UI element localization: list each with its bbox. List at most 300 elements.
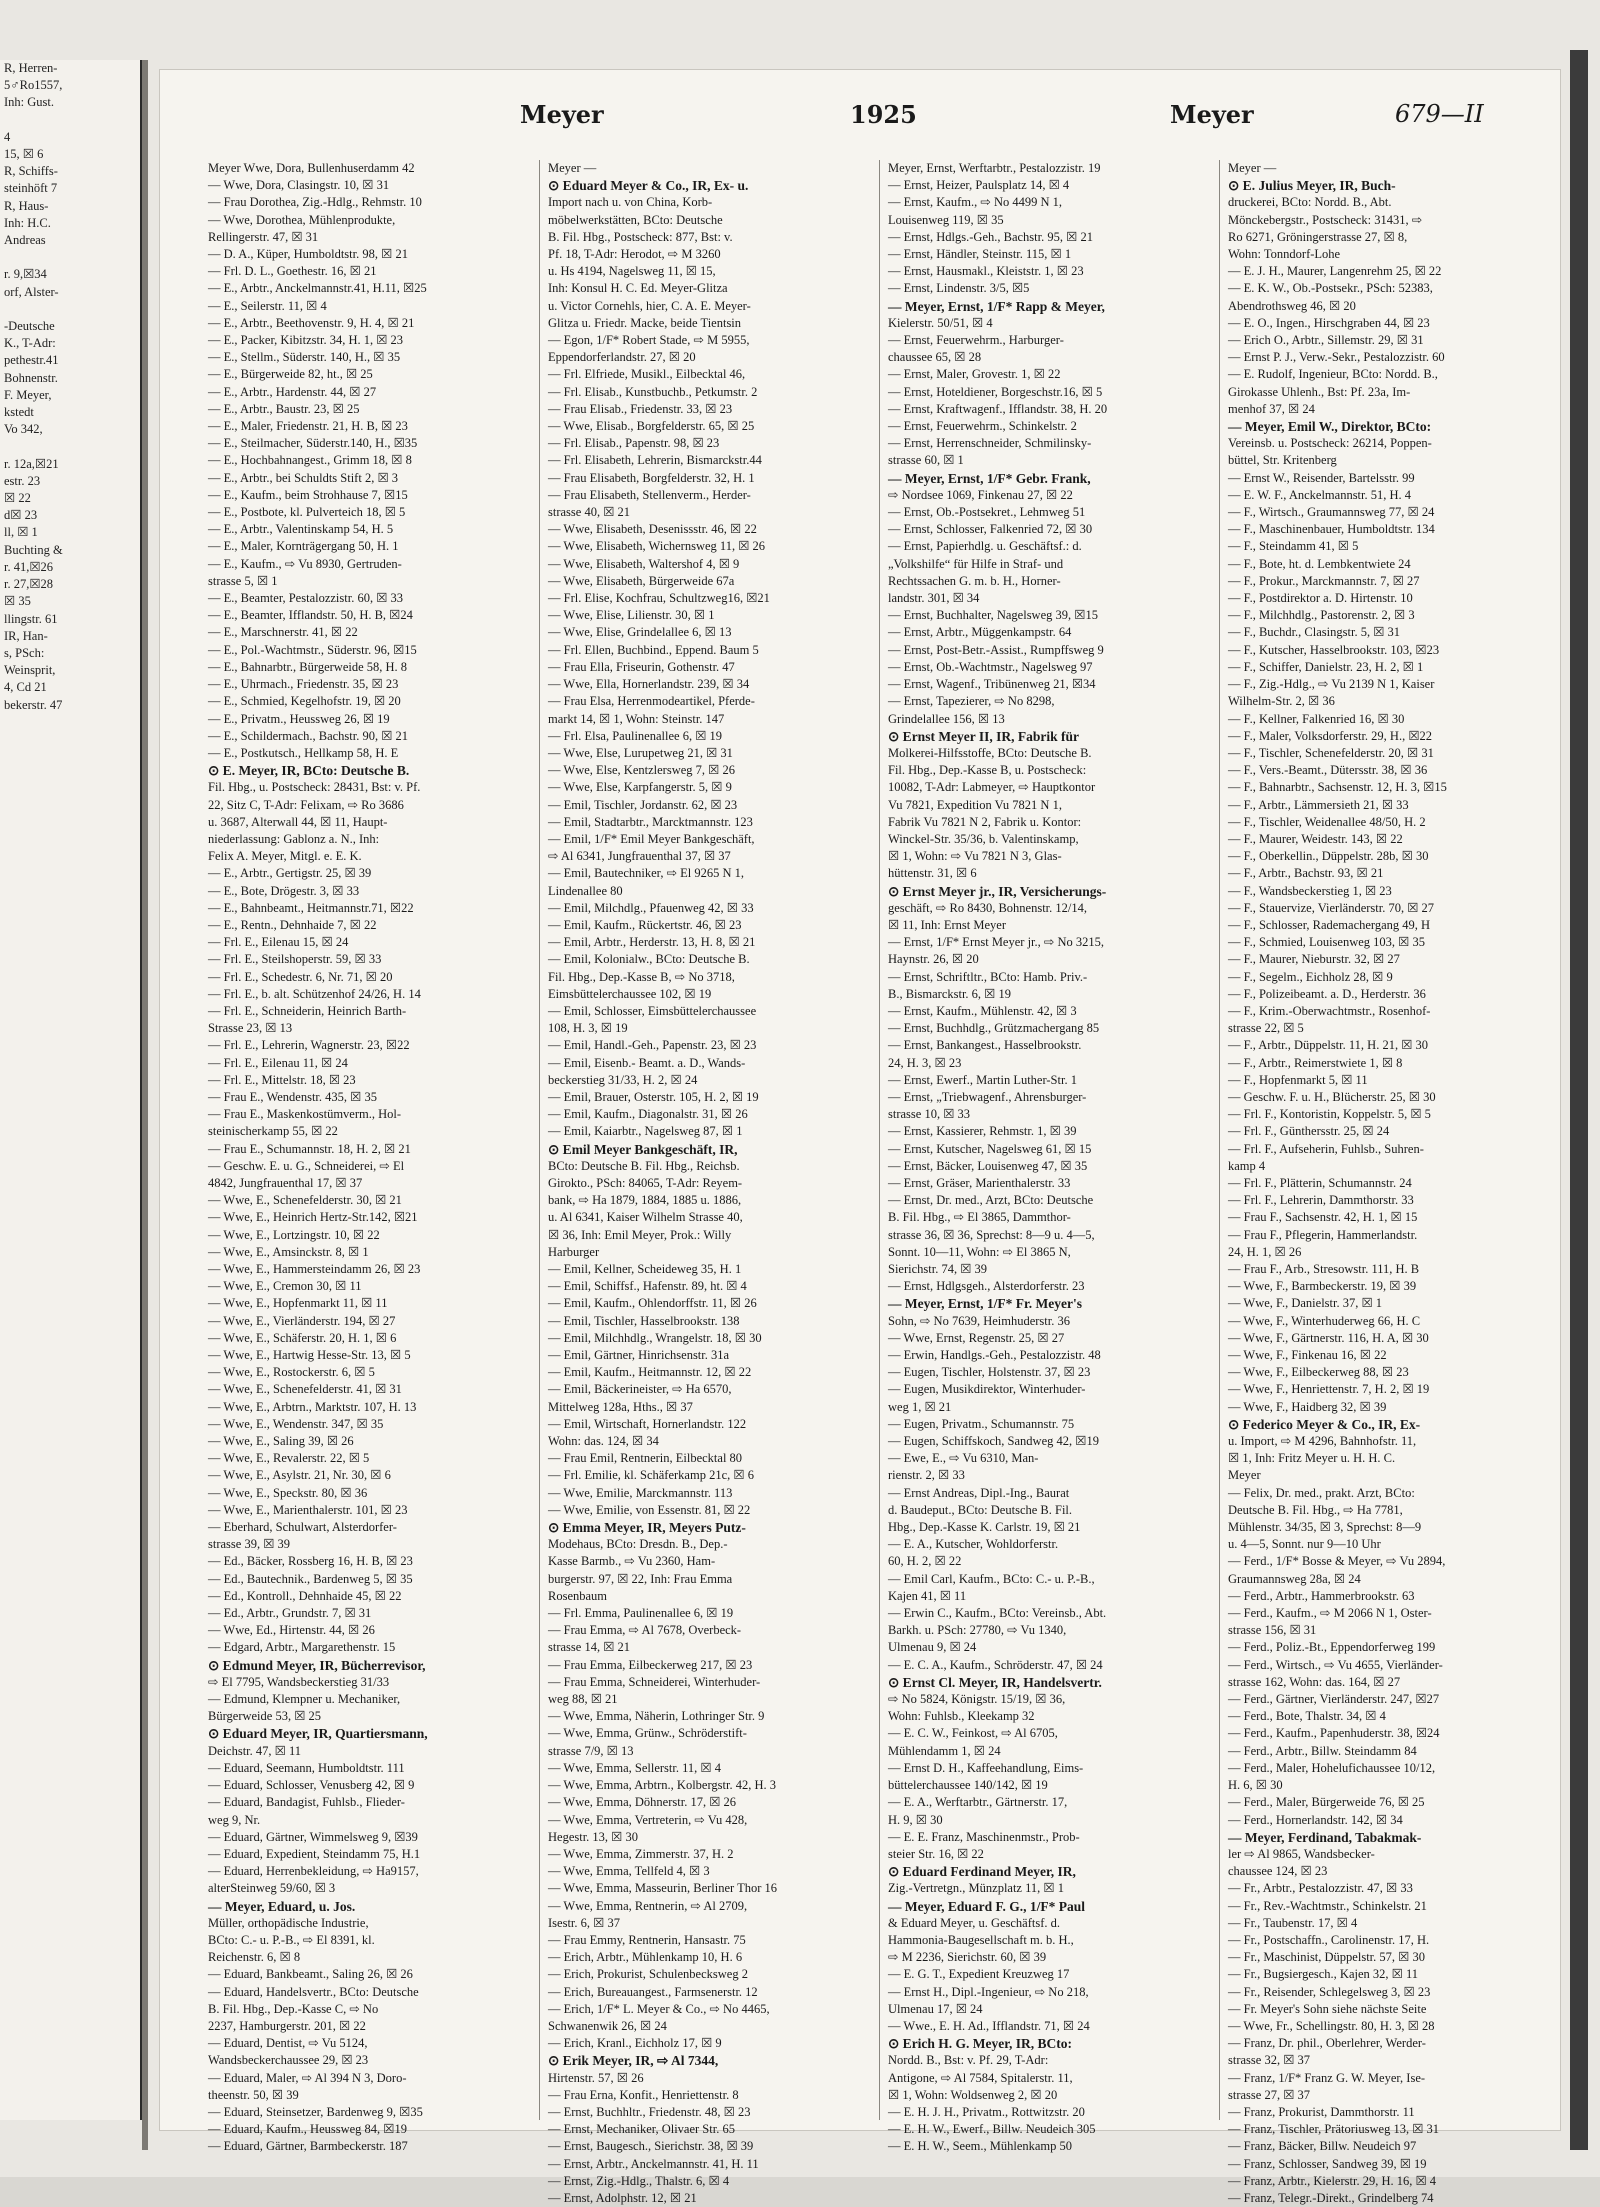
- directory-entry-line: Sohn, ⇨ No 7639, Heimhuderstr. 36: [888, 1313, 1070, 1328]
- directory-entry-line: — Egon, 1/F* Robert Stade, ⇨ M 5955,: [548, 333, 750, 348]
- directory-entry-line: Vereinsb. u. Postscheck: 26214, Poppen-: [1228, 436, 1432, 451]
- directory-entry-line: Hegestr. 13, ☒ 30: [548, 1829, 639, 1844]
- directory-entry-line: — F., Kutscher, Hasselbrookstr. 103, ☒23: [1228, 642, 1440, 657]
- directory-entry-line: ⊙ Eduard Meyer, IR, Quartiersmann,: [208, 1726, 428, 1742]
- directory-entry-line: — Wwe, Emma, Näherin, Lothringer Str. 9: [548, 1709, 765, 1724]
- directory-entry-line: Meyer Wwe, Dora, Bullenhuserdamm 42: [208, 161, 415, 175]
- header-year: 1925: [850, 100, 917, 129]
- directory-entry-line: Rellingerstr. 47, ☒ 31: [208, 229, 319, 244]
- directory-entry-line: — Emil, Bautechniker, ⇨ El 9265 N 1,: [548, 866, 745, 881]
- directory-entry-line: Strasse 23, ☒ 13: [208, 1021, 293, 1036]
- directory-entry-line: BCto: Deutsche B. Fil. Hbg., Reichsb.: [548, 1158, 740, 1173]
- directory-entry-line: — Erwin, Handlgs.-Geh., Pestalozzistr. 48: [888, 1348, 1101, 1363]
- directory-entry-line: u. Import, ⇨ M 4296, Bahnhofstr. 11,: [1228, 1434, 1417, 1449]
- directory-entry-line: — E., Kaufm., ⇨ Vu 8930, Gertruden-: [208, 556, 402, 571]
- directory-entry-line: — E., Bahnbeamt., Heitmannstr.71, ☒22: [208, 900, 414, 915]
- directory-entry-line: — Frau E., Maskenkostümverm., Hol-: [208, 1107, 402, 1122]
- directory-entry-line: Felix A. Meyer, Mitgl. e. E. K.: [208, 849, 362, 864]
- directory-entry-line: — F., Arbtr., Bachstr. 93, ☒ 21: [1228, 866, 1384, 881]
- directory-entry-line: — Franz, Arbtr., Kielerstr. 29, H. 16, ☒ 4: [1228, 2173, 1437, 2188]
- directory-entry-line: — Fr., Rev.-Wachtmstr., Schinkelstr. 21: [1228, 1898, 1427, 1913]
- directory-entry-line: strasse 10, ☒ 33: [888, 1107, 971, 1122]
- directory-entry-line: — Franz, Dr. phil., Oberlehrer, Werder-: [1228, 2036, 1426, 2051]
- directory-entry-line: — E., Arbtr., Gertigstr. 25, ☒ 39: [208, 866, 372, 881]
- directory-entry-line: — Eduard, Dentist, ⇨ Vu 5124,: [208, 2036, 368, 2051]
- directory-entry-line: — E., Postbote, kl. Pulverteich 18, ☒ 5: [208, 505, 406, 520]
- directory-entry-line: — Frau Emma, Schneiderei, Winterhuder-: [548, 1674, 761, 1689]
- directory-entry-line: — Franz, 1/F* Franz G. W. Meyer, Ise-: [1228, 2070, 1426, 2085]
- directory-entry-line: — Erich, 1/F* L. Meyer & Co., ⇨ No 4465,: [548, 2001, 770, 2016]
- directory-entry-line: — Emil, Kellner, Scheideweg 35, H. 1: [548, 1262, 742, 1276]
- directory-entry-line: — Wwe, Emma, Vertreterin, ⇨ Vu 428,: [548, 1812, 748, 1827]
- directory-entry-line: strasse 39, ☒ 39: [208, 1537, 291, 1552]
- directory-entry-line: — E. H. W., Ewerf., Billw. Neudeich 305: [888, 2122, 1096, 2137]
- directory-entry-line: ⊙ Ernst Cl. Meyer, IR, Handelsvertr.: [888, 1674, 1102, 1690]
- directory-entry-line: — Frau Emma, Eilbeckerweg 217, ☒ 23: [548, 1657, 753, 1672]
- directory-entry-line: — Ernst D. H., Kaffeehandlung, Eims-: [888, 1760, 1084, 1775]
- directory-entry-line: Rechtssachen G. m. b. H., Horner-: [888, 573, 1061, 588]
- directory-entry-line: kamp 4: [1228, 1158, 1266, 1173]
- directory-entry-line: — Geschw. F. u. H., Blücherstr. 25, ☒ 30: [1228, 1089, 1436, 1104]
- directory-entry-line: — Franz, Bäcker, Billw. Neudeich 97: [1228, 2139, 1417, 2154]
- directory-entry-line: — Wwe, E., Hartwig Hesse-Str. 13, ☒ 5: [208, 1348, 411, 1363]
- directory-entry-line: — Frau F., Pflegerin, Hammerlandstr.: [1228, 1227, 1418, 1242]
- entry-column-1: [208, 160, 530, 2154]
- directory-entry-line: — Wwe, Fr., Schellingstr. 80, H. 3, ☒ 28: [1228, 2018, 1435, 2033]
- directory-entry-line: strasse 156, ☒ 31: [1228, 1623, 1317, 1638]
- directory-entry-line: — Frau Emmy, Rentnerin, Hansastr. 75: [548, 1932, 746, 1947]
- fragment-line: Bohnenstr.: [4, 370, 58, 385]
- directory-entry-line: chaussee 124, ☒ 23: [1228, 1864, 1328, 1879]
- directory-entry-line: — Wwe, F., Gärtnerstr. 116, H. A, ☒ 30: [1228, 1330, 1429, 1345]
- directory-entry-line: — Wwe, Emma, Masseurin, Berliner Thor 16: [548, 1881, 778, 1896]
- directory-entry-line: — E., Arbtr., Hardenstr. 44, ☒ 27: [208, 384, 377, 399]
- directory-entry-line: — E. J. H., Maurer, Langenrehm 25, ☒ 22: [1228, 264, 1442, 279]
- directory-entry-line: — Frl. F., Lehrerin, Dammthorstr. 33: [1228, 1193, 1414, 1208]
- directory-entry-line: — Ernst, Tapezierer, ⇨ No 8298,: [888, 694, 1055, 709]
- directory-entry-line: Reichenstr. 6, ☒ 8: [208, 1950, 301, 1965]
- directory-entry-line: — Ernst, Schlosser, Falkenried 72, ☒ 30: [888, 522, 1093, 537]
- directory-entry-line: — Eduard, Kaufm., Heussweg 84, ☒19: [208, 2122, 408, 2137]
- directory-entry-line: — Frl. E., Steilshoperstr. 59, ☒ 33: [208, 952, 382, 967]
- directory-entry-line: — E. H. J. H., Privatm., Rottwitzstr. 20: [888, 2104, 1085, 2119]
- directory-entry-line: — Ernst W., Reisender, Bartelsstr. 99: [1228, 470, 1415, 485]
- directory-entry-line: — Emil, Kaufm., Heitmannstr. 12, ☒ 22: [548, 1365, 752, 1380]
- directory-entry-line: Abendrothsweg 46, ☒ 20: [1228, 298, 1356, 313]
- directory-entry-line: Hirtenstr. 57, ☒ 26: [548, 2070, 644, 2085]
- directory-entry-line: u. 3687, Alterwall 44, ☒ 11, Haupt-: [208, 814, 388, 829]
- directory-entry-line: möbelwerkstätten, BCto: Deutsche: [548, 212, 723, 227]
- directory-entry-line: — Wwe, F., Haidberg 32, ☒ 39: [1228, 1399, 1387, 1414]
- directory-entry-line: — Wwe, Elise, Lilienstr. 30, ☒ 1: [548, 608, 715, 623]
- directory-entry-line: burgerstr. 97, ☒ 22, Inh: Frau Emma: [548, 1571, 733, 1586]
- directory-entry-line: Girokasse Uhlenh., Bst: Pf. 23a, Im-: [1228, 384, 1411, 399]
- directory-entry-line: strasse 162, Wohn: das. 164, ☒ 27: [1228, 1674, 1401, 1689]
- directory-entry-line: ⊙ Emma Meyer, IR, Meyers Putz-: [548, 1520, 746, 1536]
- directory-entry-line: — Erich O., Arbtr., Sillemstr. 29, ☒ 31: [1228, 333, 1424, 348]
- directory-entry-line: — Emil, Kaufm., Rückertstr. 46, ☒ 23: [548, 917, 742, 932]
- directory-entry-line: — Wwe, F., Danielstr. 37, ☒ 1: [1228, 1296, 1383, 1311]
- directory-entry-line: — Ernst, Feuerwehrm., Harburger-: [888, 333, 1064, 348]
- directory-entry-line: — Ernst, Lindenstr. 3/5, ☒5: [888, 281, 1030, 296]
- directory-entry-line: — Wwe, F., Barmbeckerstr. 19, ☒ 39: [1228, 1279, 1417, 1294]
- directory-entry-line: — Ernst, Kaufm., Mühlenstr. 42, ☒ 3: [888, 1003, 1077, 1018]
- directory-entry-line: Glitza u. Friedr. Macke, beide Tientsin: [548, 315, 742, 330]
- directory-entry-line: — F., Schiffer, Danielstr. 23, H. 2, ☒ 1: [1228, 659, 1424, 674]
- entry-column-3: [888, 160, 1210, 2154]
- directory-entry-line: — Eduard, Maler, ⇨ Al 394 N 3, Doro-: [208, 2070, 407, 2085]
- directory-entry-line: — E., Rentn., Dehnhaide 7, ☒ 22: [208, 917, 377, 932]
- directory-entry-line: — Ferd., Arbtr., Hammerbrookstr. 63: [1228, 1588, 1415, 1603]
- directory-entry-line: — Frau Erna, Konfit., Henriettenstr. 8: [548, 2087, 739, 2102]
- directory-entry-line: — Edmund, Klempner u. Mechaniker,: [208, 1692, 401, 1707]
- directory-entry-line: — E., Schildermach., Bachstr. 90, ☒ 21: [208, 728, 409, 743]
- directory-entry-line: Import nach u. von China, Korb-: [548, 195, 713, 210]
- directory-entry-line: Grindelallee 156, ☒ 13: [888, 711, 1005, 726]
- directory-entry-line: — Ernst, Kraftwagenf., Ifflandstr. 38, H. 20: [888, 401, 1108, 416]
- directory-entry-line: Nordd. B., Bst: v. Pf. 29, T-Adr:: [888, 2053, 1049, 2068]
- fragment-line: estr. 23: [4, 473, 41, 488]
- directory-entry-line: menhof 37, ☒ 24: [1228, 401, 1315, 416]
- directory-entry-line: — F., Oberkellin., Düppelstr. 28b, ☒ 30: [1228, 849, 1429, 864]
- directory-entry-line: — Wwe, Dora, Clasingstr. 10, ☒ 31: [208, 178, 390, 193]
- directory-entry-line: — Ernst, Arbtr., Müggenkampstr. 64: [888, 625, 1072, 640]
- directory-entry-line: — Emil, Kaufm., Ohlendorffstr. 11, ☒ 26: [548, 1296, 757, 1311]
- directory-entry-line: — E., Arbtr., Valentinskamp 54, H. 5: [208, 522, 394, 537]
- page-header: [160, 100, 1560, 140]
- fragment-line: R, Herren-: [4, 61, 58, 75]
- directory-entry-line: — F., Arbtr., Lämmersieth 21, ☒ 33: [1228, 797, 1409, 812]
- directory-entry-line: — E., Bote, Drögestr. 3, ☒ 33: [208, 883, 360, 898]
- directory-entry-line: strasse 32, ☒ 37: [1228, 2053, 1311, 2068]
- directory-entry-line: — Ernst, Post-Betr.-Assist., Rumpffsweg 9: [888, 642, 1104, 657]
- fragment-line: Vo 342,: [4, 422, 43, 437]
- directory-entry-line: strasse 60, ☒ 1: [888, 453, 964, 468]
- directory-entry-line: — Wwe, F., Eilbeckerweg 88, ☒ 23: [1228, 1365, 1409, 1380]
- directory-entry-line: — Ernst, Mechaniker, Olivaer Str. 65: [548, 2122, 735, 2137]
- directory-entry-line: — Eduard, Handelsvertr., BCto: Deutsche: [208, 1984, 419, 1999]
- directory-entry-line: — Eugen, Tischler, Holstenstr. 37, ☒ 23: [888, 1365, 1091, 1380]
- directory-entry-line: — Ernst, Hdlgsgeh., Alsterdorferstr. 23: [888, 1279, 1085, 1294]
- fragment-line: d☒ 23: [4, 508, 38, 523]
- fragment-line: 4: [4, 129, 11, 144]
- directory-entry-line: — E., Marschnerstr. 41, ☒ 22: [208, 625, 358, 640]
- directory-entry-line: — F., Buchdr., Clasingstr. 5, ☒ 31: [1228, 625, 1401, 640]
- directory-entry-line: Molkerei-Hilfsstoffe, BCto: Deutsche B.: [888, 745, 1092, 760]
- directory-entry-line: Inh: Konsul H. C. Ed. Meyer-Glitza: [548, 281, 728, 296]
- directory-entry-line: — Ernst, Feuerwehrm., Schinkelstr. 2: [888, 419, 1077, 434]
- directory-entry-line: niederlassung: Gablonz a. N., Inh:: [208, 831, 380, 846]
- directory-entry-line: — Ernst, Zig.-Hdlg., Thalstr. 6, ☒ 4: [548, 2173, 730, 2188]
- directory-entry-line: — E., Hochbahnangest., Grimm 18, ☒ 8: [208, 453, 412, 468]
- directory-entry-line: Vu 7821, Expedition Vu 7821 N 1,: [888, 797, 1062, 812]
- directory-entry-line: — F., Tischler, Schenefelderstr. 20, ☒ 31: [1228, 745, 1434, 760]
- directory-entry-line: — E. K. W., Ob.-Postsekr., PSch: 52383,: [1228, 281, 1433, 296]
- directory-entry-line: Hbg., Dep.-Kasse K. Carlstr. 19, ☒ 21: [888, 1520, 1081, 1535]
- directory-entry-line: — Ernst, Kutscher, Nagelsweg 61, ☒ 15: [888, 1141, 1092, 1156]
- directory-entry-line: — Ernst, Papierhdlg. u. Geschäftsf.: d.: [888, 539, 1082, 554]
- directory-entry-line: — Frl. F., Plätterin, Schumannstr. 24: [1228, 1175, 1412, 1190]
- directory-entry-line: — F., Maschinenbauer, Humboldtstr. 134: [1228, 522, 1435, 537]
- directory-entry-line: — Frl. Elfriede, Musikl., Eilbecktal 46,: [548, 367, 746, 382]
- directory-entry-line: ⊙ Edmund Meyer, IR, Bücherrevisor,: [208, 1657, 426, 1673]
- directory-entry-line: — F., Bote, ht. d. Lembkentwiete 24: [1228, 556, 1411, 571]
- directory-entry-line: — Frl. F., Günthersstr. 25, ☒ 24: [1228, 1124, 1390, 1139]
- fragment-line: pethestr.41: [4, 353, 59, 368]
- directory-entry-line: Mühlendamm 1, ☒ 24: [888, 1743, 1001, 1758]
- directory-entry-line: — Wwe, Ernst, Regenstr. 25, ☒ 27: [888, 1330, 1065, 1345]
- directory-entry-line: — E., Arbtr., bei Schuldts Stift 2, ☒ 3: [208, 470, 399, 485]
- directory-entry-line: — Erich, Prokurist, Schulenbecksweg 2: [548, 1967, 748, 1982]
- directory-entry-line: — Frl. Elisab., Papenstr. 98, ☒ 23: [548, 436, 720, 451]
- directory-entry-line: — F., Maurer, Weidestr. 143, ☒ 22: [1228, 831, 1403, 846]
- directory-entry-line: Müller, orthopädische Industrie,: [208, 1915, 369, 1930]
- directory-entry-line: — Ernst, Baugesch., Sierichstr. 38, ☒ 39: [548, 2139, 754, 2154]
- directory-entry-line: Graumannsweg 28a, ☒ 24: [1228, 1571, 1361, 1586]
- directory-entry-line: — Frau Emma, ⇨ Al 7678, Overbeck-: [548, 1623, 742, 1638]
- directory-entry-line: — Meyer, Eduard F. G., 1/F* Paul: [888, 1898, 1086, 1914]
- directory-entry-line: — Franz, Schlosser, Sandweg 39, ☒ 19: [1228, 2156, 1427, 2171]
- directory-entry-line: — E. H. W., Seem., Mühlenkamp 50: [888, 2139, 1073, 2154]
- fragment-line: ☒ 35: [4, 594, 31, 609]
- directory-entry-line: — Fr. Meyer's Sohn siehe nächste Seite: [1228, 2001, 1427, 2016]
- directory-entry-line: Zig.-Vertretgn., Münzplatz 11, ☒ 1: [888, 1881, 1064, 1896]
- directory-entry-line: — Eugen, Privatm., Schumannstr. 75: [888, 1416, 1075, 1431]
- directory-entry-line: — Ernst P. J., Verw.-Sekr., Pestalozzistr. 60: [1228, 350, 1445, 365]
- directory-entry-line: — Wwe., E. H. Ad., Ifflandstr. 71, ☒ 24: [888, 2018, 1090, 2033]
- directory-entry-line: — E., Maler, Kornträgergang 50, H. 1: [208, 539, 399, 554]
- directory-entry-line: Kajen 41, ☒ 11: [888, 1588, 967, 1603]
- directory-entry-line: — Erwin C., Kaufm., BCto: Vereinsb., Abt.: [888, 1606, 1107, 1621]
- directory-entry-line: — Edgard, Arbtr., Margarethenstr. 15: [208, 1640, 396, 1655]
- directory-entry-line: — Emil, Kaiarbtr., Nagelsweg 87, ☒ 1: [548, 1124, 743, 1139]
- directory-entry-line: — Ernst, Adolphstr. 12, ☒ 21: [548, 2190, 697, 2205]
- directory-entry-line: — Emil, Milchhdlg., Wrangelstr. 18, ☒ 30: [548, 1330, 762, 1345]
- directory-entry-line: „Volkshilfe“ für Hilfe in Straf- und: [888, 556, 1064, 571]
- directory-entry-line: — Frau Elisab., Friedenstr. 33, ☒ 23: [548, 401, 733, 416]
- directory-entry-line: — Wwe, Emma, Grünw., Schröderstift-: [548, 1726, 747, 1741]
- directory-entry-line: B., Bismarckstr. 6, ☒ 19: [888, 986, 1012, 1001]
- directory-entry-line: — Ferd., Bote, Thalstr. 34, ☒ 4: [1228, 1709, 1386, 1724]
- fragment-line: Buchting &: [4, 542, 63, 557]
- directory-entry-line: — Wwe, E., Rostockerstr. 6, ☒ 5: [208, 1365, 375, 1380]
- directory-entry-line: H. 6, ☒ 30: [1228, 1778, 1283, 1793]
- directory-entry-line: — Ferd., Maler, Bürgerweide 76, ☒ 25: [1228, 1795, 1425, 1810]
- directory-entry-line: — F., Schmied, Louisenweg 103, ☒ 35: [1228, 935, 1425, 950]
- directory-entry-line: — Wwe, E., Marienthalerstr. 101, ☒ 23: [208, 1502, 408, 1517]
- directory-entry-line: — Ernst, Hdlgs.-Geh., Bachstr. 95, ☒ 21: [888, 229, 1093, 244]
- directory-entry-line: — Emil, Kolonialw., BCto: Deutsche B.: [548, 952, 750, 967]
- directory-entry-line: — Wwe, E., Hammersteindamm 26, ☒ 23: [208, 1262, 421, 1276]
- directory-entry-line: — Fr., Postschaffn., Carolinenstr. 17, H.: [1228, 1932, 1430, 1947]
- directory-entry-line: — Wwe, Emma, Döhnerstr. 17, ☒ 26: [548, 1795, 737, 1810]
- directory-entry-line: theenstr. 50, ☒ 39: [208, 2087, 299, 2102]
- directory-entry-line: Deutsche B. Fil. Hbg., ⇨ Ha 7781,: [1228, 1502, 1403, 1517]
- directory-entry-line: u. Al 6341, Kaiser Wilhelm Strasse 40,: [548, 1210, 743, 1225]
- directory-entry-line: ☒ 1, Wohn: ⇨ Vu 7821 N 3, Glas-: [888, 849, 1062, 864]
- directory-entry-line: steier Str. 16, ☒ 22: [888, 1846, 984, 1861]
- directory-entry-line: — Eduard, Bankbeamt., Saling 26, ☒ 26: [208, 1967, 413, 1982]
- directory-entry-line: Ulmenau 17, ☒ 24: [888, 2001, 983, 2016]
- directory-entry-line: ⊙ Eduard Meyer & Co., IR, Ex- u.: [548, 178, 749, 194]
- directory-entry-line: — Wwe, Emilie, Marckmannstr. 113: [548, 1485, 733, 1500]
- directory-entry-line: d. Baudeput., BCto: Deutsche B. Fil.: [888, 1502, 1073, 1517]
- directory-entry-line: — Erich, Kranl., Eichholz 17, ☒ 9: [548, 2036, 722, 2051]
- fragment-line: K., T-Adr:: [4, 336, 56, 351]
- directory-entry-line: Meyer —: [1228, 161, 1277, 175]
- directory-entry-line: — Emil, Stadtarbtr., Marcktmannstr. 123: [548, 814, 753, 829]
- directory-entry-line: — Frau Elisabeth, Stellenverm., Herder-: [548, 487, 751, 502]
- entry-column-4: [1228, 160, 1550, 2205]
- directory-entry-line: 24, H. 3, ☒ 23: [888, 1055, 962, 1070]
- directory-entry-line: — E., Steilmacher, Süderstr.140, H., ☒35: [208, 436, 418, 451]
- directory-entry-line: — F., Prokur., Marckmannstr. 7, ☒ 27: [1228, 573, 1420, 588]
- fragment-line: ll, ☒ 1: [4, 525, 38, 540]
- fragment-line: [0, 249, 140, 266]
- directory-entry-line: — Ed., Arbtr., Grundstr. 7, ☒ 31: [208, 1606, 372, 1621]
- directory-entry-line: — Ernst, 1/F* Ernst Meyer jr., ⇨ No 3215,: [888, 935, 1105, 950]
- directory-entry-line: — E., Maler, Friedenstr. 21, H. B, ☒ 23: [208, 419, 408, 434]
- directory-entry-line: Fabrik Vu 7821 N 2, Fabrik u. Kontor:: [888, 814, 1082, 829]
- fragment-line: [0, 438, 140, 455]
- directory-entry-line: — Wwe, Elisabeth, Waltershof 4, ☒ 9: [548, 556, 740, 571]
- directory-entry-line: Antigone, ⇨ Al 7584, Spitalerstr. 11,: [888, 2070, 1073, 2085]
- fragment-line: llingstr. 61: [4, 611, 58, 626]
- directory-entry-line: — Frl. E., Mittelstr. 18, ☒ 23: [208, 1072, 356, 1087]
- directory-entry-line: — Wwe, E., Cremon 30, ☒ 11: [208, 1279, 362, 1294]
- fragment-line: [0, 301, 140, 318]
- directory-entry-line: — E., Arbtr., Anckelmannstr.41, H.11, ☒25: [208, 281, 427, 296]
- directory-entry-line: — F., Stauervize, Vierländerstr. 70, ☒ 27: [1228, 900, 1435, 915]
- directory-entry-line: Wandsbeckerchaussee 29, ☒ 23: [208, 2053, 369, 2068]
- directory-entry-line: — Wwe, E., Schenefelderstr. 30, ☒ 21: [208, 1193, 402, 1208]
- directory-entry-line: — Emil, Tischler, Jordanstr. 62, ☒ 23: [548, 797, 738, 812]
- directory-entry-line: — E. E. Franz, Maschinenmstr., Prob-: [888, 1829, 1080, 1844]
- directory-entry-line: büttelerchaussee 140/142, ☒ 19: [888, 1778, 1048, 1793]
- directory-entry-line: Winckel-Str. 35/36, b. Valentinskamp,: [888, 831, 1079, 846]
- directory-entry-line: Pf. 18, T-Adr: Herodot, ⇨ M 3260: [548, 247, 721, 262]
- directory-entry-line: Hammonia-Baugesellschaft m. b. H.,: [888, 1932, 1074, 1947]
- directory-entry-line: ☒ 11, Inh: Ernst Meyer: [888, 917, 1007, 932]
- directory-entry-line: 22, Sitz C, T-Adr: Felixam, ⇨ Ro 3686: [208, 797, 404, 812]
- directory-entry-line: Haynstr. 26, ☒ 20: [888, 952, 979, 967]
- directory-entry-line: — Emil, Kaufm., Diagonalstr. 31, ☒ 26: [548, 1107, 748, 1122]
- directory-entry-line: 10082, T-Adr: Labmeyer, ⇨ Hauptkontor: [888, 780, 1096, 795]
- directory-entry-line: — E., Privatm., Heussweg 26, ☒ 19: [208, 711, 390, 726]
- directory-entry-line: u. Hs 4194, Nagelsweg 11, ☒ 15,: [548, 264, 716, 279]
- directory-entry-line: — Wwe, E., Schenefelderstr. 41, ☒ 31: [208, 1382, 402, 1397]
- fragment-line: r. 41,☒26: [4, 559, 54, 574]
- directory-entry-line: ⇨ No 5824, Königstr. 15/19, ☒ 36,: [888, 1692, 1066, 1707]
- directory-entry-line: B. Fil. Hbg., Dep.-Kasse C, ⇨ No: [208, 2001, 379, 2016]
- directory-entry-line: chaussee 65, ☒ 28: [888, 350, 982, 365]
- directory-entry-line: — E. G. T., Expedient Kreuzweg 17: [888, 1967, 1070, 1982]
- directory-entry-line: 2237, Hamburgerstr. 201, ☒ 22: [208, 2018, 366, 2033]
- directory-entry-line: ⊙ Ernst Meyer jr., IR, Versicherungs-: [888, 883, 1107, 899]
- directory-entry-line: bank, ⇨ Ha 1879, 1884, 1885 u. 1886,: [548, 1193, 742, 1208]
- directory-entry-line: — F., Polizeibeamt. a. D., Herderstr. 36: [1228, 986, 1426, 1001]
- directory-entry-line: ⊙ Erich H. G. Meyer, IR, BCto:: [888, 2036, 1073, 2052]
- entry-column-2: [548, 160, 870, 2205]
- directory-entry-line: — Frl. E., Lehrerin, Wagnerstr. 23, ☒22: [208, 1038, 410, 1053]
- directory-entry-line: landstr. 301, ☒ 34: [888, 591, 980, 606]
- header-right-title: Meyer: [1170, 100, 1254, 129]
- directory-entry-line: Fil. Hbg., Dep.-Kasse B, u. Postscheck:: [888, 763, 1087, 778]
- fragment-line: r. 27,☒28: [4, 577, 54, 592]
- directory-entry-line: — F., Vers.-Beamt., Dütersstr. 38, ☒ 36: [1228, 763, 1428, 778]
- directory-entry-line: strasse 14, ☒ 21: [548, 1640, 631, 1655]
- directory-entry-line: — Franz, Telegr.-Direkt., Grindelberg 74: [1228, 2190, 1434, 2205]
- directory-entry-line: — Ernst, Arbtr., Anckelmannstr. 41, H. 11: [548, 2156, 759, 2171]
- directory-entry-line: & Eduard Meyer, u. Geschäftsf. d.: [888, 1915, 1061, 1930]
- directory-entry-line: Mönckebergstr., Postscheck: 31431, ⇨: [1228, 212, 1423, 227]
- directory-entry-line: ⊙ E. Meyer, IR, BCto: Deutsche B.: [208, 763, 410, 779]
- directory-entry-line: — E., Arbtr., Baustr. 23, ☒ 25: [208, 401, 360, 416]
- entry-columns: [208, 160, 1548, 2205]
- directory-entry-line: — Ferd., Kaufm., ⇨ M 2066 N 1, Oster-: [1228, 1606, 1432, 1621]
- fragment-line: Andreas: [4, 233, 46, 248]
- fragment-line: R, Schiffs-: [4, 164, 58, 179]
- directory-entry-line: ⊙ Eduard Ferdinand Meyer, IR,: [888, 1864, 1076, 1880]
- directory-entry-line: — Felix, Dr. med., prakt. Arzt, BCto:: [1228, 1485, 1415, 1500]
- directory-entry-line: — Fr., Reisender, Schlegelsweg 3, ☒ 23: [1228, 1984, 1431, 1999]
- directory-entry-line: ⇨ Nordsee 1069, Finkenau 27, ☒ 22: [888, 487, 1073, 502]
- directory-entry-line: — Eduard, Expedient, Steindamm 75, H.1: [208, 1846, 421, 1861]
- directory-entry-line: — Frau F., Arb., Stresowstr. 111, H. B: [1228, 1262, 1420, 1276]
- column-divider: [539, 160, 540, 2120]
- directory-entry-line: — Frl. Emma, Paulinenallee 6, ☒ 19: [548, 1606, 734, 1621]
- directory-entry-line: Barkh. u. PSch: 27780, ⇨ Vu 1340,: [888, 1623, 1067, 1638]
- directory-entry-line: Deichstr. 47, ☒ 11: [208, 1743, 302, 1758]
- directory-entry-line: u. 4—5, Sonnt. nur 9—10 Uhr: [1228, 1537, 1381, 1552]
- directory-entry-line: Schwanenwik 26, ☒ 24: [548, 2018, 667, 2033]
- directory-entry-line: — E., Bürgerweide 82, ht., ☒ 25: [208, 367, 373, 382]
- previous-page-fragment: [0, 60, 143, 2120]
- directory-entry-line: ☒ 1, Wohn: Woldsenweg 2, ☒ 20: [888, 2087, 1058, 2102]
- directory-entry-line: Bürgerweide 53, ☒ 25: [208, 1709, 322, 1724]
- directory-entry-line: — Ernst, Wagenf., Tribünenweg 21, ☒34: [888, 677, 1096, 692]
- directory-entry-line: — Wwe, Emma, Arbtrn., Kolbergstr. 42, H. 3: [548, 1778, 776, 1793]
- directory-entry-line: — Ernst, Buchhltr., Friedenstr. 48, ☒ 23: [548, 2104, 751, 2119]
- directory-entry-line: — Frl. E., Schedestr. 6, Nr. 71, ☒ 20: [208, 969, 393, 984]
- directory-entry-line: — E., Bahnarbtr., Bürgerweide 58, H. 8: [208, 659, 408, 674]
- directory-entry-line: — Frl. Elsa, Paulinenallee 6, ☒ 19: [548, 728, 723, 743]
- directory-entry-line: 60, H. 2, ☒ 22: [888, 1554, 962, 1569]
- directory-entry-line: — Meyer, Ernst, 1/F* Rapp & Meyer,: [888, 298, 1105, 314]
- directory-entry-line: ⊙ Emil Meyer Bankgeschäft, IR,: [548, 1141, 738, 1157]
- directory-entry-line: — E. A., Werftarbtr., Gärtnerstr. 17,: [888, 1795, 1068, 1810]
- directory-entry-line: — Emil, Brauer, Osterstr. 105, H. 2, ☒ 19: [548, 1089, 759, 1104]
- directory-entry-line: — Fr., Taubenstr. 17, ☒ 4: [1228, 1915, 1358, 1930]
- directory-entry-line: — Wwe, Else, Kentzlersweg 7, ☒ 26: [548, 763, 735, 778]
- fragment-line: 4, Cd 21: [4, 680, 47, 695]
- fragment-line: R, Haus-: [4, 198, 49, 213]
- directory-entry-line: Eimsbüttelerchaussee 102, ☒ 19: [548, 986, 712, 1001]
- directory-entry-line: Rosenbaum: [548, 1588, 608, 1603]
- directory-entry-line: — F., Wirtsch., Graumannsweg 77, ☒ 24: [1228, 505, 1435, 520]
- directory-entry-line: beckerstieg 31/33, H. 2, ☒ 24: [548, 1072, 698, 1087]
- directory-entry-line: 108, H. 3, ☒ 19: [548, 1021, 628, 1036]
- directory-entry-line: — Ernst, Buchhalter, Nagelsweg 39, ☒15: [888, 608, 1098, 623]
- directory-entry-line: — Meyer, Emil W., Direktor, BCto:: [1228, 419, 1432, 435]
- directory-entry-line: 4842, Jungfrauenthal 17, ☒ 37: [208, 1175, 363, 1190]
- directory-entry-line: — Wwe, Else, Lurupetweg 21, ☒ 31: [548, 745, 733, 760]
- directory-entry-line: — Ferd., Kaufm., Papenhuderstr. 38, ☒24: [1228, 1726, 1440, 1741]
- fragment-line: ☒ 22: [4, 491, 31, 506]
- fragment-line: r. 12a,☒21: [4, 456, 59, 471]
- directory-entry-line: — F., Wandsbeckerstieg 1, ☒ 23: [1228, 883, 1392, 898]
- directory-entry-line: — Eduard, Gärtner, Barmbeckerstr. 187: [208, 2139, 408, 2154]
